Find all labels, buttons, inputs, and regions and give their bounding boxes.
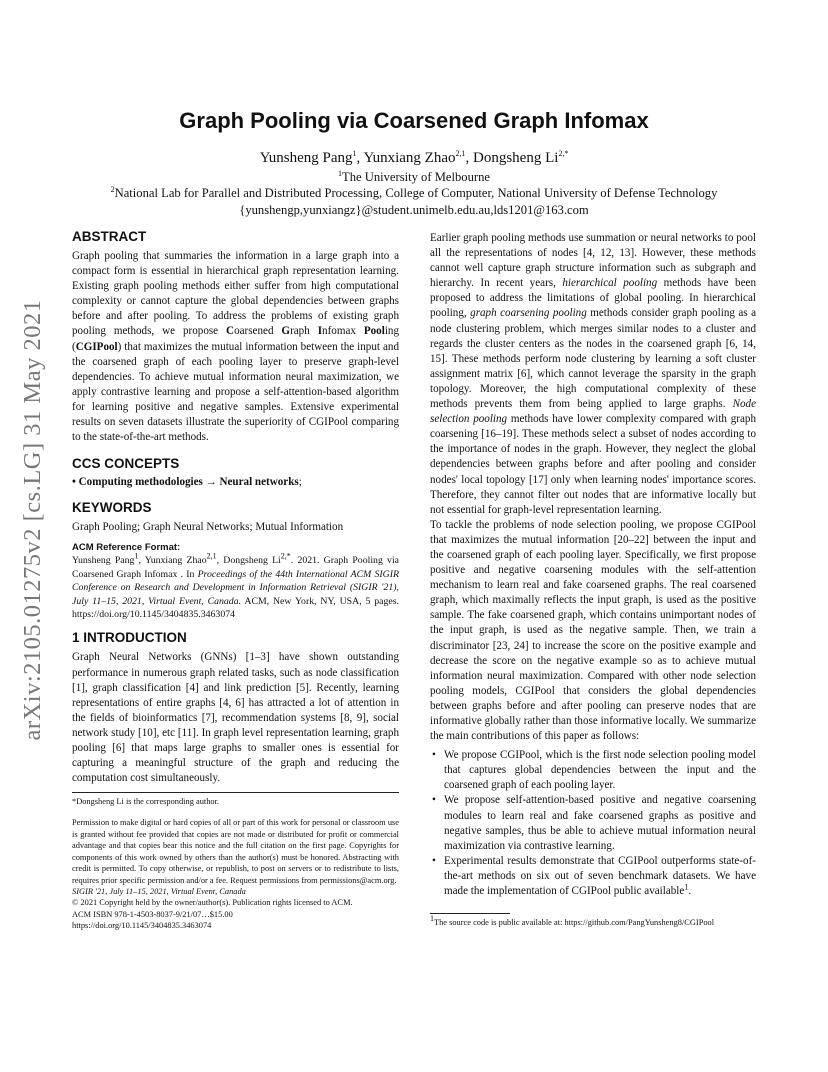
keywords-text: Graph Pooling; Graph Neural Networks; Mutual Information	[72, 521, 344, 534]
intro-text: Graph Neural Networks (GNNs) [1–3] have shown outstanding performance in numerous graph related tasks, such as node classification [1], graph classification [4] and link prediction [5]. Recently, learning representations of entire graphs [4, 6] has attracted a lot of attention in the fields of bioinformatics [7], recommendation systems [8, 9], social network study [10], etc [11]. In graph level representation learning, graph pooling [6] that maps large graphs to smaller ones is essential for capturing a meaningful structure of the graph and reducing the computation cost simultaneously.	[72, 651, 399, 785]
paper-title: Graph Pooling via Coarsened Graph Infomax	[179, 108, 649, 133]
copyright-line: © 2021 Copyright held by the owner/author(s). Publication rights licensed to ACM.	[72, 898, 353, 908]
list-item: • We propose CGIPool, which is the first node selection pooling model that captures global dependencies between the input and the coarsened graph of each pooling layer.	[430, 748, 756, 793]
right-para-2: To tackle the problems of node selection pooling, we propose CGIPool that maximizes the mutual information [20–22] between the input and the coarsened graph of each pooling layer. Specifically, we first propose positive and negative coarsening modules with the self-attention mechanism to learn real and fake coarsened graphs. The real coarsened graph, which maximally reflects the input graph, is used as the positive sample. The fake coarsened graph, which contains unimportant nodes of the input graph, is used as the negative sample. Then, we train a discriminator [23, 24] to increase the score on the positive example and decrease the score on the negative example so as to achieve mutual information neural maximization. Compared with other node selection pooling models, CGIPool that considers the global dependencies between graphs before and after pooling can preserve nodes that are informative globally rather than those informative locally. We summarize the main contributions of this paper as follows:	[430, 518, 756, 743]
contribution-list	[430, 748, 756, 899]
author-2: Yunxiang Zhao	[363, 150, 456, 166]
author-emails: {yunshengp,yunxiangz}@student.unimelb.edu.au,lds1201@163.com	[239, 203, 589, 217]
author-3: Dongsheng Li	[473, 150, 559, 166]
isbn-line: ACM ISBN 978-1-4503-8037-9/21/07…$15.00	[72, 909, 233, 919]
footnote-corresponding: *Dongsheng Li is the corresponding author.	[72, 797, 220, 807]
doi-line: https://doi.org/10.1145/3404835.3463074	[72, 921, 212, 931]
abstract-heading: ABSTRACT	[72, 229, 147, 244]
author-3-affil: 2,*	[558, 149, 569, 158]
author-1: Yunsheng Pang	[259, 150, 353, 166]
affiliation-1: $^1$The University of Melbourne	[338, 168, 490, 184]
left-column	[72, 228, 399, 932]
author-1-affil: 1	[352, 149, 357, 158]
acm-ref-text: Yunsheng Pang$^1$, Yunxiang Zhao$^{2,1}$, Dongsheng $Li^{2,*}$. 2021. Graph Pooling via Coarsened Graph Infomax . In Proceedings of the 44th International ACM SIGIR Conference on Research and Development in Information Retrieval (SIGIR '21), July 11–15, 2021, Virtual Event, Canada. ACM, New York, NY, USA, 5 pages. https://doi.org/10.1145/3404835.3463074	[72, 552, 400, 621]
ccs-heading: CCS CONCEPTS	[72, 456, 180, 472]
acm-ref-heading: ACM Reference Format:	[72, 542, 181, 554]
footnote-rule-right	[430, 913, 510, 914]
author-list: Yunsheng Pang$^1$, Yunxiang Zhao$^{2,1}$, Dongsheng $Li^{2,*}$	[259, 149, 569, 166]
footnote-source-code: $^1$The source code is public available at: https://github.com/PangYunsheng8/CGIPool	[430, 914, 715, 928]
arxiv-sidebar	[8, 280, 58, 760]
conference-info: SIGIR '21, July 11–15, 2021, Virtual Event, Canada	[72, 886, 246, 896]
intro-heading: 1 INTRODUCTION	[72, 630, 187, 646]
list-item: • We propose self-attention-based positive and negative coarsening modules to learn real and fake coarsened graphs as positive and negative samples, thus be able to achieve mutual information neural maximization via contrastive learning.	[430, 793, 756, 853]
right-column	[430, 231, 756, 928]
list-item: • Experimental results demonstrate that CGIPool outperforms state-of-the-art methods on six out of seven benchmark datasets. We have made the implementation of CGIPool public available$^1$.	[430, 854, 756, 899]
arxiv-id: arXiv:2105.01275v2 [cs.LG] 31 May 2021	[19, 299, 46, 741]
ccs-concepts: • Computing methodologies → Neural networks;	[72, 476, 302, 489]
right-para-1: Earlier graph pooling methods use summation or neural networks to pool all the representations of nodes [4, 12, 13]. However, these methods cannot well capture graph structure information such as subgraph and hierarchy. In recent years, hierarchical pooling methods have been proposed to address the limitations of global pooling. In hierarchical pooling, graph coarsening pooling methods consider graph pooling as a node clustering problem, which merges similar nodes to a cluster and regards the cluster centers as the nodes in the coarsened graph [6, 14, 15]. These methods perform node clustering by learning a soft cluster assignment matrix [6], which cannot leverage the sparsity in the graph topology. Moreover, the high computational complexity of these methods prevents them from being applied to large graphs. Node selection pooling methods have lower complexity compared with graph coarsening [16–19]. These methods select a subset of nodes according to the importance of nodes in the graph. However, they neglect the global dependencies between graphs before and after pooling and consider nodes' local topology [17] only when learning nodes' importance scores. Therefore, they cannot filter out nodes that are informative locally but not essential for graph-level representation learning.	[430, 232, 757, 516]
keywords-heading: KEYWORDS	[72, 500, 152, 516]
footnote-rule	[72, 792, 399, 793]
author-2-affil: 2,1	[455, 149, 466, 158]
affiliation-2: $^2$National Lab for Parallel and Distributed Processing, College of Computer, National University of Defense Technology	[110, 184, 718, 200]
permission-notice: Permission to make digital or hard copies of all or part of this work for personal or classroom use is granted without fee provided that copies are not made or distributed for profit or commercial advantage and that copies bear this notice and the full citation on the first page. Copyrights for components of this work owned by others than the author(s) must be honored. Abstracting with credit is permitted. To copy otherwise, or republish, to post on servers or to redistribute to lists, requires prior specific permission and/or a fee. Request permissions from permissions@acm.org.	[72, 818, 399, 885]
abstract-text: Graph pooling that summaries the information in a large graph into a compact form is essential in hierarchical graph representation learning. Existing graph pooling methods either suffer from high computational complexity or cannot capture the global dependencies between graphs before and after pooling. To address the problems of existing graph pooling methods, we propose Coarsened Graph Infomax Pooling (CGIPool) that maximizes the mutual information between the input and the coarsened graph of each pooling layer to preserve graph-level dependencies. To achieve mutual information neural maximization, we apply contrastive learning and propose a self-attention-based algorithm for learning positive and negative samples. Extensive experimental results on seven datasets illustrate the superiority of CGIPool comparing to the state-of-the-art methods.	[72, 250, 399, 444]
